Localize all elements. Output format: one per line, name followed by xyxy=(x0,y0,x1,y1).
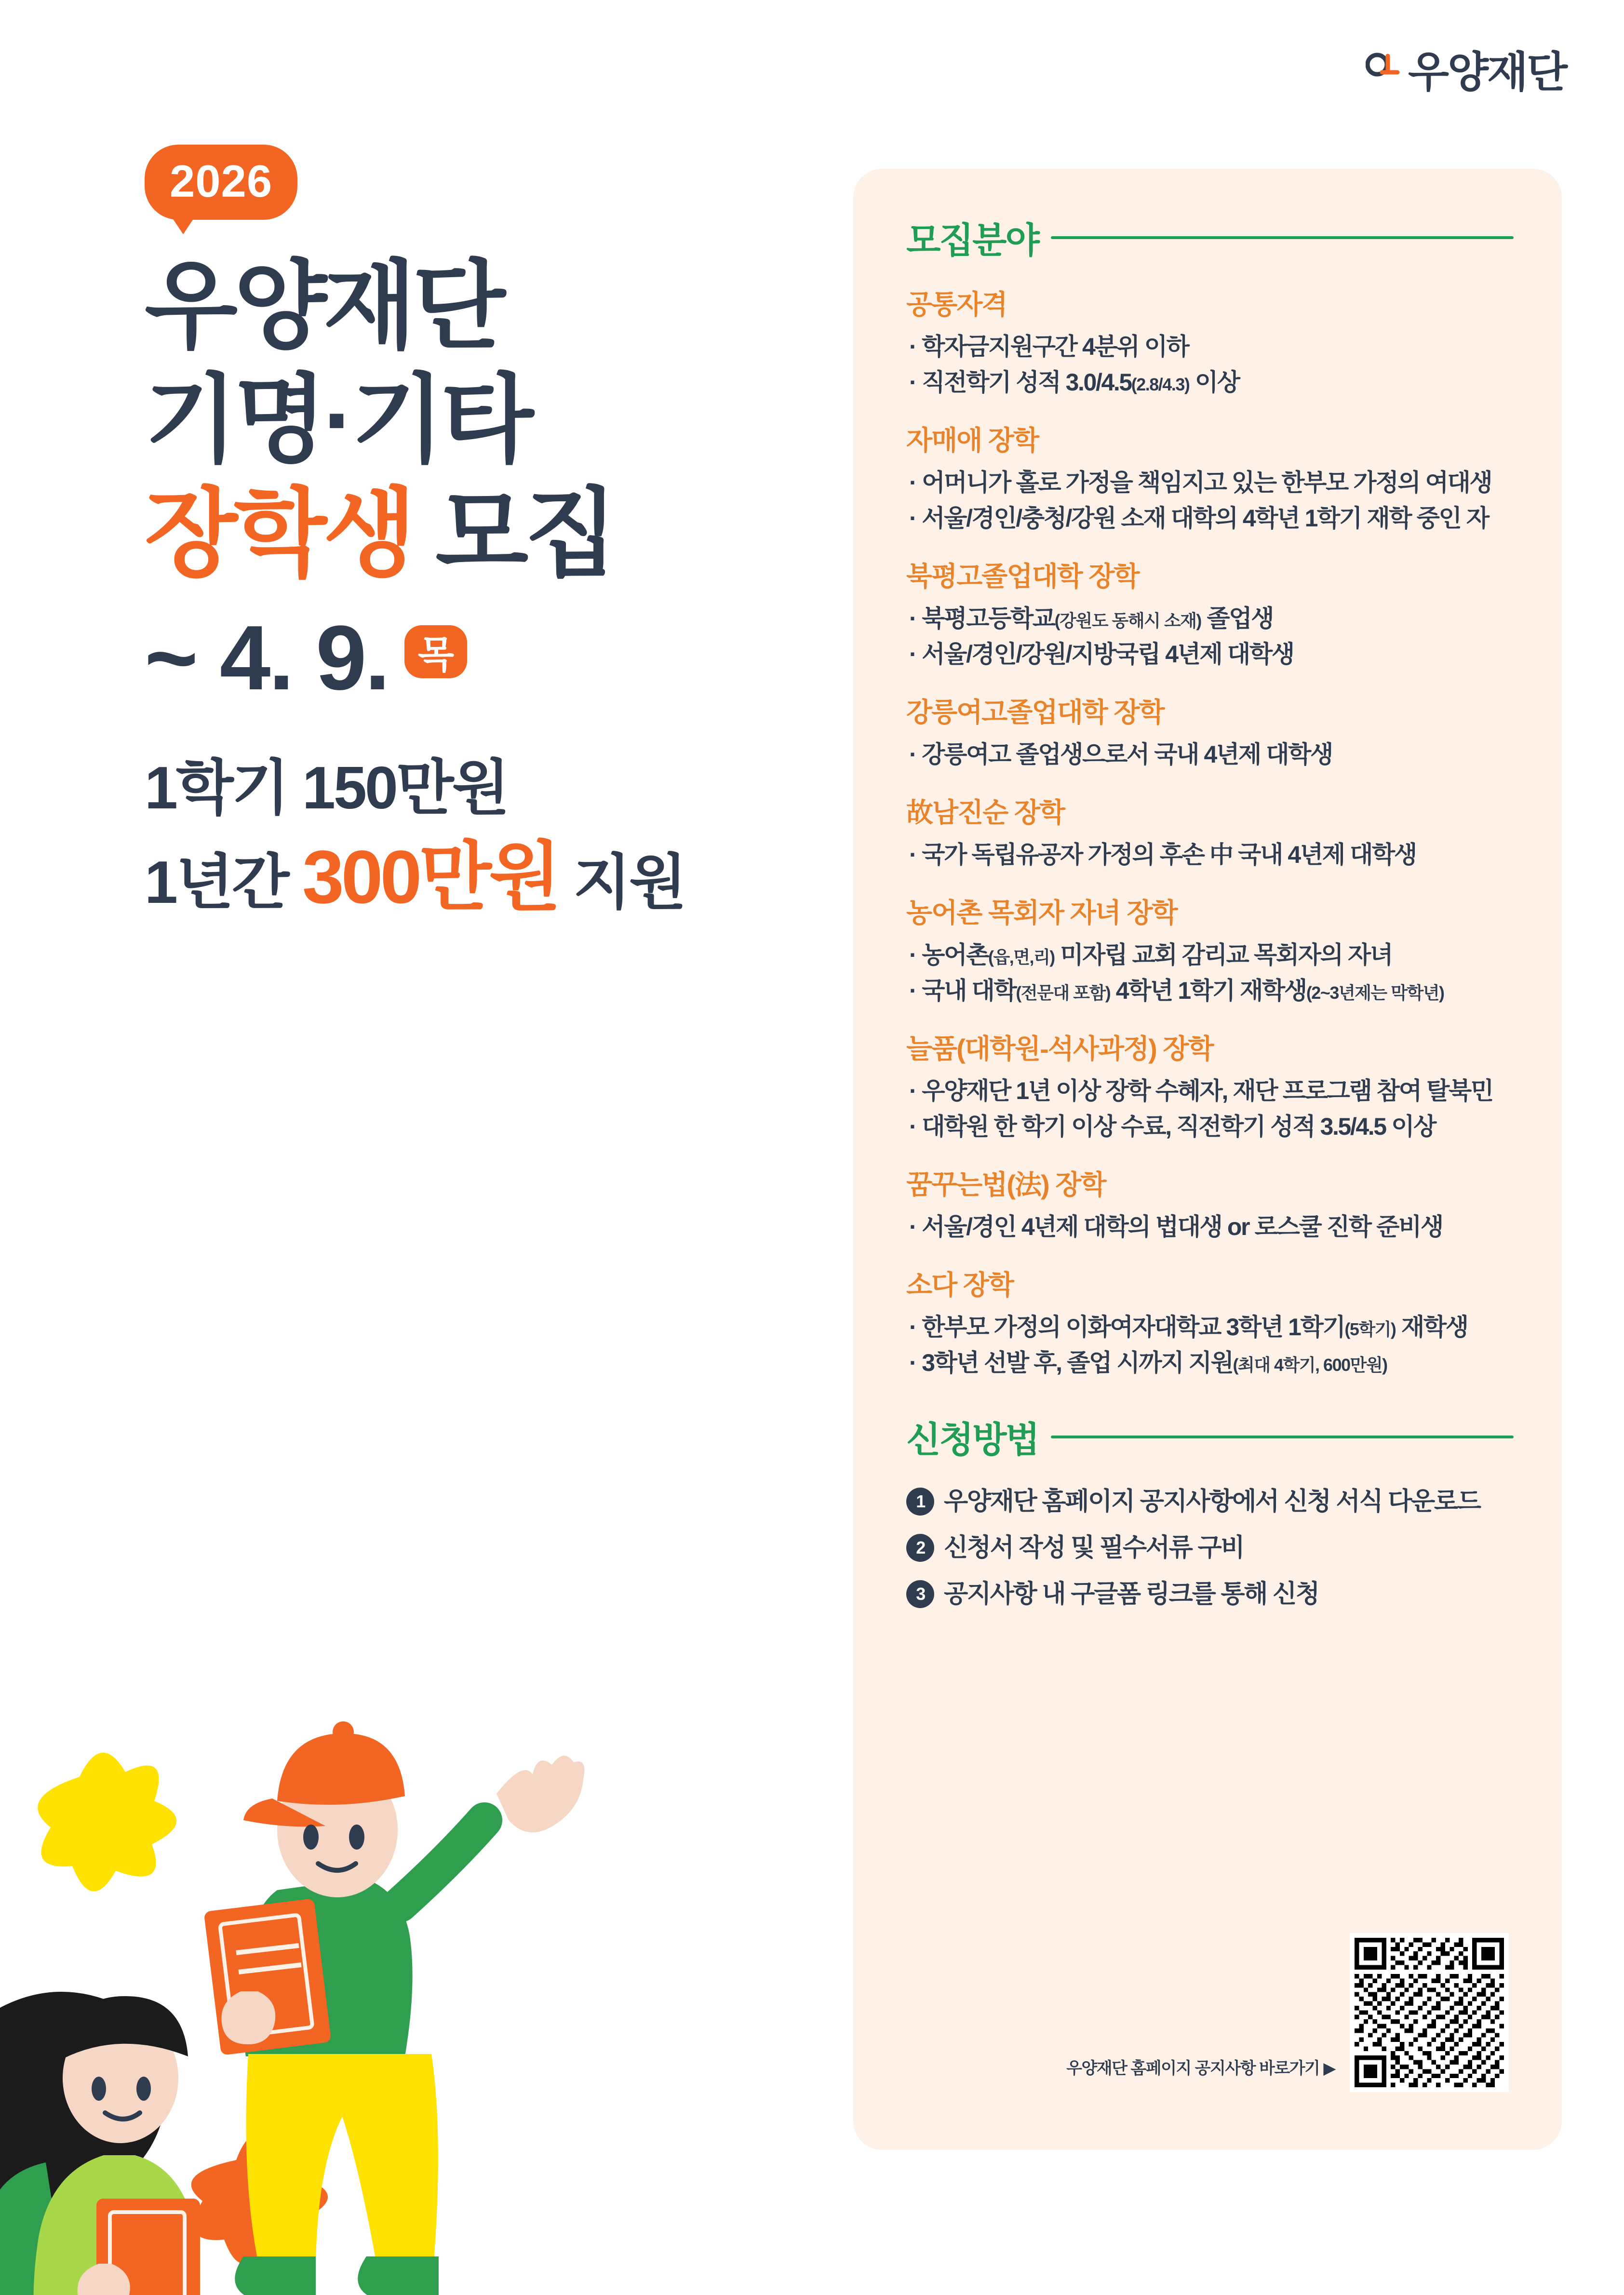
recruit-group-item-text: 강릉여고 졸업생으로서 국내 4년제 대학생 xyxy=(922,741,1332,768)
recruit-group-item-text: 어머니가 홀로 가정을 책임지고 있는 한부모 가정의 여대생 xyxy=(922,469,1492,496)
recruit-group-item-text: 우양재단 1년 이상 장학 수혜자, 재단 프로그램 참여 탈북민 xyxy=(922,1077,1493,1104)
bullet-dot-icon: · xyxy=(909,977,916,1004)
recruit-group-item xyxy=(906,465,1514,500)
apply-section-rule xyxy=(1051,1436,1514,1438)
bullet-dot-icon: · xyxy=(909,333,916,360)
recruit-group-item xyxy=(906,636,1514,672)
amount-year-prefix: 1년간 xyxy=(145,849,302,916)
brand-logo-text: 우양재단 xyxy=(1408,48,1566,96)
apply-step-number: 2 xyxy=(906,1534,934,1562)
bullet-dot-icon: · xyxy=(909,1113,916,1140)
deadline-date: ~ 4. 9. xyxy=(145,607,389,709)
apply-step xyxy=(906,1575,1514,1613)
amount-year-suffix: 지원 xyxy=(558,849,685,916)
title-highlight: 장학생 xyxy=(145,480,413,588)
recruit-group xyxy=(906,419,1514,536)
recruit-group-item xyxy=(906,1109,1514,1144)
recruit-group-title: 강릉여고졸업대학 장학 xyxy=(906,697,1164,727)
bullet-dot-icon: · xyxy=(909,941,916,968)
recruit-group-item xyxy=(906,364,1514,400)
recruit-group-item xyxy=(906,937,1514,973)
recruit-group-title: 공통자격 xyxy=(906,289,1007,320)
apply-section-title: 신청방법 xyxy=(906,1420,1038,1460)
deadline-row xyxy=(145,605,844,711)
recruit-group-item xyxy=(906,737,1514,772)
bullet-dot-icon: · xyxy=(909,469,916,496)
recruit-group xyxy=(906,283,1514,400)
recruit-group-item-text: 대학원 한 학기 이상 수료, 직전학기 성적 3.5/4.5 이상 xyxy=(922,1113,1436,1140)
title-line-3 xyxy=(145,477,844,591)
bullet-dot-icon: · xyxy=(909,505,916,532)
recruit-group-title: 故남진순 장학 xyxy=(906,797,1065,828)
apply-step-text: 우양재단 홈페이지 공지사항에서 신청 서식 다운로드 xyxy=(944,1488,1480,1516)
recruit-section-title: 모집분야 xyxy=(906,220,1038,260)
amount-block xyxy=(145,749,844,927)
apply-steps-list xyxy=(906,1483,1514,1613)
recruit-group-item-text: 서울/경인/충청/강원 소재 대학의 4학년 1학기 재학 중인 자 xyxy=(922,505,1489,532)
section-rule xyxy=(1051,236,1514,239)
recruit-group xyxy=(906,1164,1514,1245)
recruit-group-item-text: 직전학기 성적 3.0/4.5(2.8/4.3) 이상 xyxy=(922,369,1239,396)
recruit-group-title: 꿈꾸는법(法) 장학 xyxy=(906,1169,1106,1200)
recruit-group-item xyxy=(906,329,1514,364)
apply-section-header xyxy=(906,1411,1514,1463)
recruit-group-item xyxy=(906,1209,1514,1245)
recruit-group-item xyxy=(906,837,1514,872)
recruit-group-item xyxy=(906,1073,1514,1109)
title-line-2: 기명·기타 xyxy=(145,366,530,474)
recruit-group-item-text: 3학년 선발 후, 졸업 시까지 지원(최대 4학기, 600만원) xyxy=(922,1349,1387,1376)
title-rest: 모집 xyxy=(412,480,614,588)
poster-title xyxy=(145,250,844,591)
recruit-group-item-text: 학자금지원구간 4분위 이하 xyxy=(922,333,1189,360)
bullet-dot-icon: · xyxy=(909,841,916,868)
woo-yang-mark-icon xyxy=(1366,50,1403,88)
bullet-dot-icon: · xyxy=(909,1314,916,1341)
recruit-group-title: 농어촌 목회자 자녀 장학 xyxy=(906,898,1177,928)
recruit-group xyxy=(906,691,1514,772)
recruit-group-title: 소다 장학 xyxy=(906,1270,1013,1300)
students-with-books-illustration xyxy=(0,1283,819,2295)
recruit-group xyxy=(906,792,1514,872)
apply-step-text: 공지사항 내 구글폼 링크를 통해 신청 xyxy=(944,1580,1319,1608)
recruit-group-item-text: 국내 대학(전문대 포함) 4학년 1학기 재학생(2~3년제는 막학년) xyxy=(922,977,1444,1004)
recruit-group-item-text: 한부모 가정의 이화여자대학교 3학년 1학기(5학기) 재학생 xyxy=(922,1314,1468,1341)
recruit-group-item xyxy=(906,1345,1514,1381)
recruit-group-item xyxy=(906,1309,1514,1345)
recruit-group-title: 늘품(대학원-석사과정) 장학 xyxy=(906,1033,1213,1064)
amount-year xyxy=(145,828,844,927)
apply-step xyxy=(906,1483,1514,1520)
qr-area[interactable] xyxy=(1350,1933,1509,2092)
apply-step-number: 3 xyxy=(906,1580,934,1608)
deadline-weekday-badge: 목 xyxy=(404,625,467,678)
bullet-dot-icon: · xyxy=(909,741,916,768)
amount-year-value: 300만원 xyxy=(302,835,559,919)
recruit-group xyxy=(906,1028,1514,1144)
recruit-group-item-text: 서울/경인/강원/지방국립 4년제 대학생 xyxy=(922,641,1294,668)
apply-step-text: 신청서 작성 및 필수서류 구비 xyxy=(944,1534,1244,1562)
bullet-dot-icon: · xyxy=(909,605,916,632)
bullet-dot-icon: · xyxy=(909,641,916,668)
bullet-dot-icon: · xyxy=(909,1213,916,1240)
recruit-group-title: 자매애 장학 xyxy=(906,425,1039,456)
recruit-group-item xyxy=(906,500,1514,536)
title-line-1: 우양재단 xyxy=(145,253,502,360)
amount-semester: 1학기 150만원 xyxy=(145,755,508,821)
hero-column xyxy=(145,145,844,927)
recruit-group xyxy=(906,1264,1514,1381)
recruit-group-item-text: 농어촌(읍,면,리) 미자립 교회 감리교 목회자의 자녀 xyxy=(922,941,1392,968)
bullet-dot-icon: · xyxy=(909,1349,916,1376)
recruit-group-item-text: 북평고등학교(강원도 동해시 소재) 졸업생 xyxy=(922,605,1274,632)
apply-step xyxy=(906,1529,1514,1567)
recruit-group-item xyxy=(906,973,1514,1008)
recruit-group-item xyxy=(906,601,1514,636)
qr-code-icon[interactable] xyxy=(1350,1933,1509,2092)
year-badge: 2026 xyxy=(145,145,297,220)
brand-logo xyxy=(1366,39,1566,99)
recruit-group xyxy=(906,555,1514,672)
recruit-group-item-text: 국가 독립유공자 가정의 후손 中 국내 4년제 대학생 xyxy=(922,841,1416,868)
recruit-group-title: 북평고졸업대학 장학 xyxy=(906,561,1139,591)
recruit-section-header xyxy=(906,212,1514,263)
recruit-groups xyxy=(906,283,1514,1381)
info-panel xyxy=(853,169,1562,2150)
bullet-dot-icon: · xyxy=(909,369,916,396)
qr-caption: 우양재단 홈페이지 공지사항 바로가기 ▶ xyxy=(1066,2059,1335,2078)
recruit-group-item-text: 서울/경인 4년제 대학의 법대생 or 로스쿨 진학 준비생 xyxy=(922,1213,1443,1240)
apply-step-number: 1 xyxy=(906,1488,934,1516)
bullet-dot-icon: · xyxy=(909,1077,916,1104)
recruit-group xyxy=(906,892,1514,1008)
